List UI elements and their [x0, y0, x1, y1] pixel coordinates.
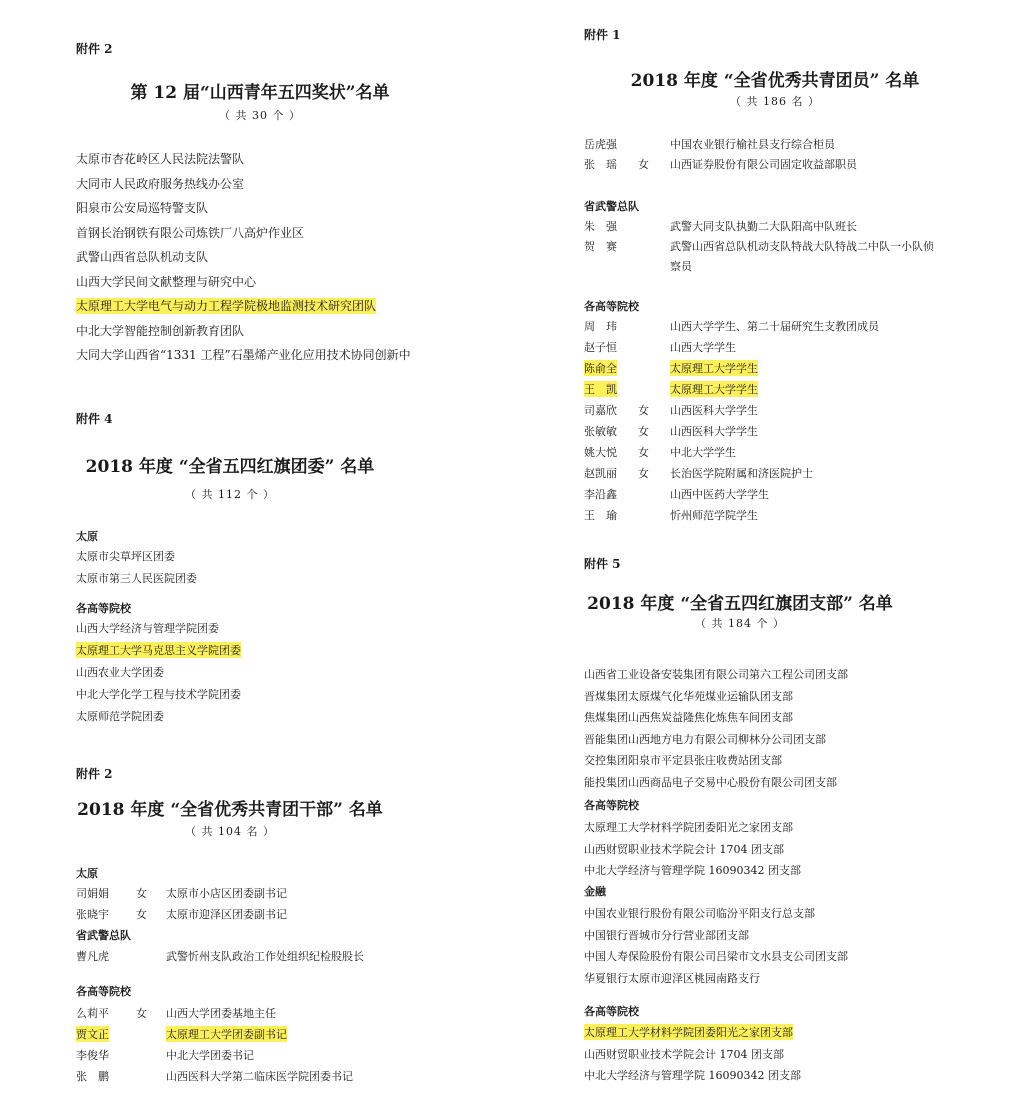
attachment-label: 附件 2 [76, 767, 113, 781]
cadre-description: 太原市小店区团委副书记 [166, 887, 287, 900]
cadre-name: 曹凡虎 [76, 950, 109, 963]
member-description: 山西大学学生 [670, 341, 736, 354]
member-gender: 女 [638, 467, 649, 480]
section-heading: 太原 [76, 530, 98, 543]
cadre-description: 山西医科大学第二临床医学院团委书记 [166, 1070, 353, 1083]
list-item: 太原市尖草坪区团委 [76, 550, 175, 563]
list-item: 焦煤集团山西焦炭益隆焦化炼焦车间团支部 [584, 711, 793, 724]
attachment-label: 附件 5 [584, 557, 621, 571]
member-name: 张敏敏 [584, 425, 617, 438]
section-heading: 省武警总队 [76, 929, 131, 942]
attachment-label: 附件 1 [584, 28, 621, 42]
member-name: 赵凯丽 [584, 467, 617, 480]
cadre-name: 张 鹏 [76, 1070, 109, 1083]
section-heading: 省武警总队 [584, 200, 639, 213]
list-item: 太原市杏花岭区人民法院法警队 [76, 152, 245, 166]
list-item: 晋能集团山西地方电力有限公司柳林分公司团支部 [584, 732, 826, 746]
document-count: （ 共 184 个 ） [695, 617, 785, 630]
cadre-description: 武警忻州支队政治工作处组织纪检股股长 [166, 950, 364, 963]
document-title: 2018 年度 “全省五四红旗团支部” 名单 [587, 594, 893, 614]
member-description: 太原理工大学学生 [670, 362, 758, 375]
member-name: 朱 强 [584, 220, 617, 233]
document-count: （ 共 186 名 ） [730, 95, 820, 108]
section-heading: 各高等院校 [584, 300, 639, 313]
list-item: 山西农业大学团委 [76, 666, 164, 679]
cadre-name: 李俊华 [76, 1049, 109, 1062]
list-item: 太原理工大学材料学院团委阳光之家团支部 [584, 821, 793, 834]
document-count: （ 共 30 个 ） [219, 109, 301, 122]
section-heading: 各高等院校 [76, 602, 131, 615]
list-item: 中国人寿保险股份有限公司吕梁市文水县支公司团支部 [584, 950, 848, 963]
cadre-gender: 女 [136, 1007, 147, 1020]
panel-youth-may-fourth-award [20, 20, 500, 380]
document-title: 2018 年度 “全省优秀共青团员” 名单 [630, 71, 920, 91]
list-item: 太原理工大学材料学院团委阳光之家团支部 [584, 1026, 793, 1039]
list-item: 山西大学经济与管理学院团委 [76, 622, 219, 635]
list-item: 首钢长治钢铁有限公司炼铁厂八高炉作业区 [76, 225, 305, 240]
member-gender: 女 [638, 425, 649, 438]
list-item: 阳泉市公安局巡特警支队 [76, 201, 209, 215]
list-item: 中国农业银行股份有限公司临汾平阳支行总支部 [584, 907, 815, 920]
list-item: 华夏银行太原市迎泽区桃园南路支行 [584, 971, 760, 985]
document-title: 2018 年度 “全省优秀共青团干部” 名单 [77, 800, 383, 820]
member-description: 长治医学院附属和济医院护士 [670, 467, 813, 480]
list-item: 太原理工大学马克思主义学院团委 [76, 644, 241, 657]
member-description: 太原理工大学学生 [670, 383, 758, 396]
list-item: 中北大学智能控制创新教育团队 [76, 323, 245, 338]
section-heading: 金融 [584, 885, 606, 898]
section-heading: 各高等院校 [584, 799, 639, 812]
member-name: 王 凯 [584, 383, 617, 396]
member-gender: 女 [638, 404, 649, 417]
member-description-continued: 察员 [670, 260, 692, 273]
member-name: 王 瑜 [584, 509, 617, 522]
member-name: 周 玮 [584, 320, 617, 333]
list-item: 晋煤集团太原煤气化华苑煤业运输队团支部 [584, 689, 793, 703]
cadre-name: 么莉平 [76, 1007, 109, 1020]
member-name: 贺 赛 [584, 240, 617, 253]
list-item: 太原理工大学电气与动力工程学院极地监测技术研究团队 [76, 299, 377, 313]
member-description: 武警大同支队执勤二大队阳高中队班长 [670, 220, 857, 233]
member-gender: 女 [638, 158, 649, 171]
member-gender: 女 [638, 446, 649, 459]
list-item: 武警山西省总队机动支队 [76, 250, 209, 264]
cadre-name: 贾文正 [76, 1028, 109, 1041]
member-name: 陈俞全 [584, 362, 617, 375]
member-description: 山西中医药大学学生 [670, 488, 769, 501]
list-item: 大同市人民政府服务热线办公室 [76, 176, 245, 191]
list-item: 太原市第三人民医院团委 [76, 572, 197, 585]
panel-excellent-cadres [20, 755, 500, 1095]
member-description: 山西医科大学学生 [670, 404, 758, 417]
member-description: 山西证券股份有限公司固定收益部职员 [670, 158, 857, 171]
list-item: 山西财贸职业技术学院会计 1704 团支部 [584, 1047, 784, 1061]
list-item: 中北大学经济与管理学院 16090342 团支部 [584, 864, 801, 877]
member-name: 姚大悦 [584, 446, 617, 459]
cadre-description: 太原理工大学团委副书记 [166, 1028, 287, 1041]
cadre-gender: 女 [136, 887, 147, 900]
member-description: 山西医科大学学生 [670, 425, 758, 438]
list-item: 山西省工业设备安装集团有限公司第六工程公司团支部 [584, 668, 848, 681]
panel-red-flag-branch [540, 555, 1010, 1095]
document-title: 2018 年度 “全省五四红旗团委” 名单 [85, 457, 375, 477]
cadre-gender: 女 [136, 908, 147, 921]
cadre-description: 中北大学团委书记 [166, 1049, 254, 1062]
member-name: 司嘉欣 [584, 404, 617, 417]
panel-red-flag-committee [20, 400, 500, 740]
document-title: 第 12 届“山西青年五四奖状”名单 [130, 83, 390, 103]
list-item: 中北大学经济与管理学院 16090342 团支部 [584, 1069, 801, 1082]
member-description: 山西大学学生、第二十届研究生支教团成员 [670, 320, 879, 333]
document-count: （ 共 112 个 ） [185, 488, 275, 501]
cadre-name: 司娟娟 [76, 887, 109, 900]
list-item: 太原师范学院团委 [76, 710, 164, 723]
member-description: 武警山西省总队机动支队特战大队特战二中队一小队侦 [670, 240, 934, 253]
cadre-name: 张晓宇 [76, 908, 109, 921]
member-description: 中北大学学生 [670, 446, 736, 459]
list-item: 大同大学山西省“1331 工程”石墨烯产业化应用技术协同创新中 [76, 348, 411, 362]
member-name: 岳虎强 [584, 138, 617, 151]
member-description: 中国农业银行榆社县支行综合柜员 [670, 138, 835, 151]
member-name: 李沿鑫 [584, 488, 617, 501]
attachment-label: 附件 2 [76, 42, 113, 56]
list-item: 交控集团阳泉市平定县张庄收费站团支部 [584, 754, 782, 767]
list-item: 中北大学化学工程与技术学院团委 [76, 688, 241, 701]
cadre-description: 太原市迎泽区团委副书记 [166, 908, 287, 921]
section-heading: 太原 [76, 867, 98, 880]
member-description: 忻州师范学院学生 [670, 509, 758, 522]
panel-excellent-members [540, 20, 1010, 540]
member-name: 张 瑶 [584, 158, 617, 171]
list-item: 中国银行晋城市分行营业部团支部 [584, 928, 749, 942]
member-name: 赵子恒 [584, 341, 617, 354]
section-heading: 各高等院校 [584, 1005, 639, 1018]
cadre-description: 山西大学团委基地主任 [166, 1007, 276, 1020]
document-count: （ 共 104 名 ） [185, 825, 275, 838]
attachment-label: 附件 4 [76, 412, 113, 426]
list-item: 山西大学民间文献整理与研究中心 [76, 274, 257, 289]
list-item: 能投集团山西商品电子交易中心股份有限公司团支部 [584, 775, 837, 789]
list-item: 山西财贸职业技术学院会计 1704 团支部 [584, 842, 784, 856]
section-heading: 各高等院校 [76, 985, 131, 998]
